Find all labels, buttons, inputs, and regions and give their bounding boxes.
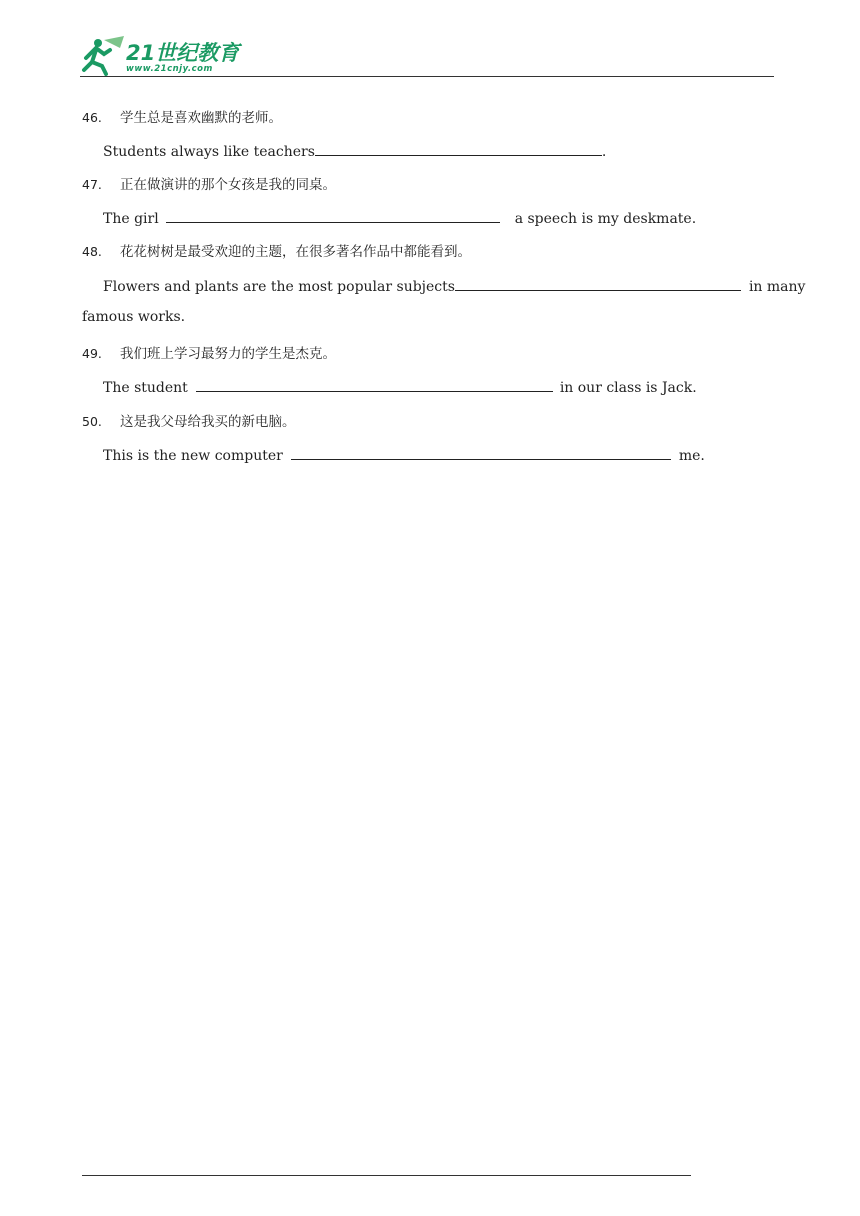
footer-divider <box>82 1175 691 1176</box>
sentence-after: . <box>601 144 607 160</box>
logo <box>80 34 250 76</box>
answer-continuation-48: famous works. <box>82 309 186 325</box>
question-number: 49. <box>82 346 102 361</box>
question-number: 50. <box>82 414 102 429</box>
question-chinese: 学生总是喜欢幽默的老师。 <box>120 110 282 126</box>
header-divider <box>80 76 774 77</box>
answer-line-49 <box>103 376 697 396</box>
question-chinese: 这是我父母给我买的新电脑。 <box>120 414 296 430</box>
sentence-before: Flowers and plants are the most popular subjects <box>103 279 455 295</box>
sentence-before: The student <box>103 380 188 396</box>
question-47 <box>82 173 336 193</box>
question-chinese: 花花树树是最受欢迎的主题，在很多著名作品中都能看到。 <box>120 244 471 260</box>
sentence-after: me. <box>678 448 705 464</box>
question-chinese: 正在做演讲的那个女孩是我的同桌。 <box>120 177 336 193</box>
question-chinese: 我们班上学习最努力的学生是杰克。 <box>120 346 336 362</box>
answer-blank[interactable] <box>291 444 671 460</box>
page-header <box>80 32 774 78</box>
brand-name: 21世纪教育 <box>126 41 240 65</box>
question-number: 47. <box>82 177 102 192</box>
runner-logo-icon <box>80 34 126 76</box>
answer-line-47 <box>103 207 696 227</box>
site-url: www.21cnjy.com <box>126 64 213 74</box>
answer-blank[interactable] <box>455 275 741 291</box>
sentence-before: The girl <box>103 211 159 227</box>
answer-line-50 <box>103 444 705 464</box>
question-50 <box>82 410 296 430</box>
question-number: 46. <box>82 110 102 125</box>
answer-blank[interactable] <box>166 207 500 223</box>
question-48 <box>82 240 471 260</box>
sentence-before: This is the new computer <box>103 448 283 464</box>
question-46 <box>82 106 282 126</box>
sentence-before: Students always like teachers <box>103 144 315 160</box>
answer-blank[interactable] <box>196 376 553 392</box>
question-49 <box>82 342 336 362</box>
answer-line-48 <box>103 275 805 295</box>
answer-blank[interactable] <box>315 140 602 156</box>
answer-line-46 <box>103 140 606 160</box>
sentence-after: in many <box>748 279 806 295</box>
question-number: 48. <box>82 244 102 259</box>
sentence-after: in our class is Jack. <box>559 380 697 396</box>
sentence-after: a speech is my deskmate. <box>514 211 697 227</box>
